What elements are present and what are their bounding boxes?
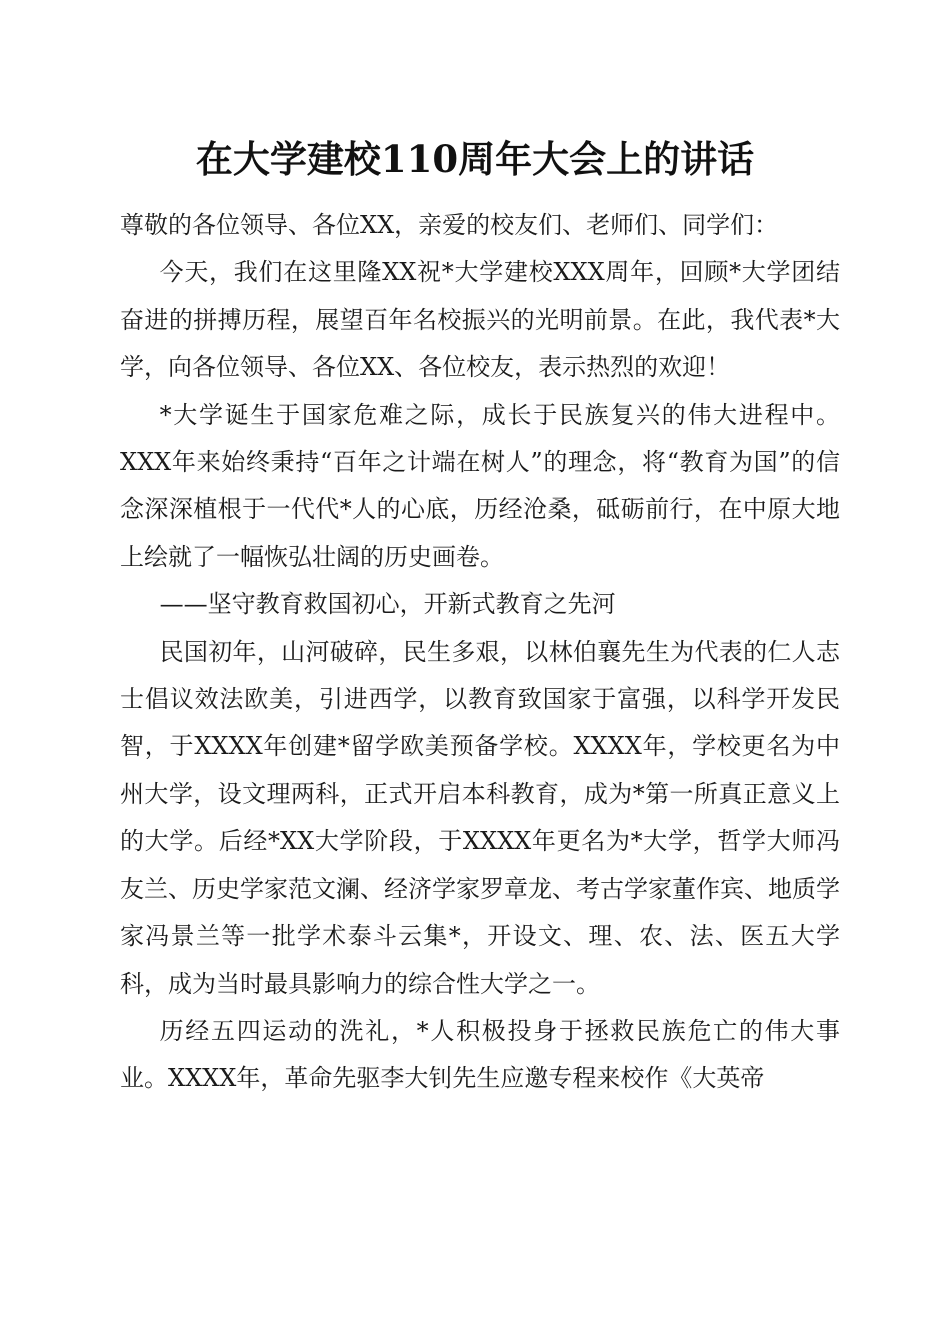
section-heading: ——坚守教育救国初心，开新式教育之先河: [159, 590, 616, 619]
may-fourth-paragraph: 历经五四运动的洗礼，*人积极投身于拯救民族危亡的伟大事业。XXXX年，革命先驱李大钊先生应邀专程来校作《大英帝: [120, 1016, 840, 1093]
opening-paragraph: 今天，我们在这里隆XX祝*大学建校XXX周年，回顾*大学团结奋进的拼搏历程，展望百年名校振兴的光明前景。在此，我代表*大学，向各位领导、各位XX、各位校友，表示热烈的欢迎！: [120, 258, 840, 382]
early-history-paragraph: 民国初年，山河破碎，民生多艰，以林伯襄先生为代表的仁人志士倡议效法欧美，引进西学，以教育致国家于富强，以科学开发民智，于XXXX年创建*留学欧美预备学校。XXXX年，学校更名为中州大学，设文理两科，正式开启本科教育，成为*第一所真正意义上的大学。后经*XX大学阶段，于XXXX年更名为*大学，哲学大师冯友兰、历史学家范文澜、经济学家罗章龙、考古学家董作宾、地质学家冯景兰等一批学术泰斗云集*，开设文、理、农、法、医五大学科，成为当时最具影响力的综合性大学之一。: [120, 637, 840, 998]
document-body: [120, 202, 840, 1103]
document-title: 在大学建校110周年大会上的讲话: [195, 137, 755, 181]
salutation-paragraph: 尊敬的各位领导、各位XX，亲爱的校友们、老师们、同学们：: [120, 211, 779, 239]
history-intro-paragraph: *大学诞生于国家危难之际，成长于民族复兴的伟大进程中。XXX年来始终秉持“百年之计端在树人”的理念，将“教育为国”的信念深深植根于一代代*人的心底，历经沧桑，砥砺前行，在中原大地上绘就了一幅恢弘壮阔的历史画卷。: [120, 400, 840, 571]
